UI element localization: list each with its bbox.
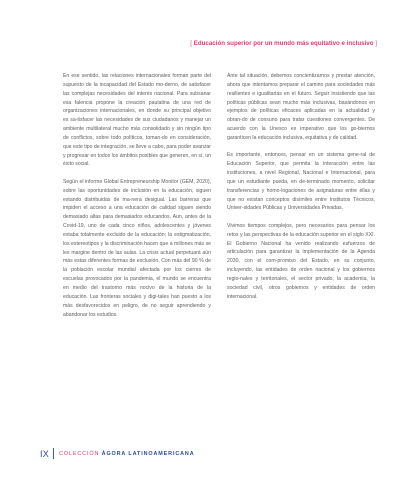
collection-prefix: COLECCIÓN (59, 450, 102, 457)
right-column (227, 72, 375, 310)
page-footer (40, 448, 195, 459)
right-paragraph-3: Vivimos tiempos complejos, pero necesarios para pensar los retos y las perspectivas de la educación superior en el siglo XXI. El Gobierno Nacional ha venido realizando esfuerzos de articulación para garantizar la implementación de la Agenda 2030, con el com-promiso del Estado, en su conjunto, incluyendo, las entidades de orden nacional y los gobiernos regio-nales y territoriales, el sector privado, la academia, la sociedad civil, otros gobiernos y entidades de orden internacional. (227, 222, 375, 300)
footer-divider (53, 448, 54, 459)
header-close-bracket: ] (375, 40, 377, 47)
left-paragraph-1: En ese sentido, las relaciones internacionales forman parte del supuesto de la incapacidad del Estado mo-derno, de satisfacer las complejas necesidades del interés nacional. Para subsanar esa falencia propone la creación paulatina de una red de organizaciones internacionales, en donde su principal objetivo es sa-tisfacer las necesidades de sus ciudadanos y manejar un ambiente multilateral mucho más consolidado y sin ningún tipo de conflictos, sobre todo políticos, toman-do en consideración, que este tipo de integración, se lleve a cabo, para poder avanzar y progresar en todos los ámbitos posibles que generen, en sí, un éxito social. (63, 73, 211, 168)
page-number: IX (40, 448, 50, 459)
collection-label (59, 451, 194, 457)
left-column (63, 72, 211, 328)
right-paragraph-1: Ante tal situación, debemos concientizarnos y prestar atención, ahora que intentamos preparar el camino para sociedades más resilientes e igualitarias en el futuro. Seguir insistiendo que las políticas públicas sean mucho más inclusivas, basándonos en ejemplos de políticas eficaces aplicadas en la actualidad y obran-do de consuno para tratar cuestiones convergentes. De acuerdo con la Unesco es imperativo que los go-biernos garanticen la educación inclusiva, equitativa y de calidad. (227, 73, 375, 141)
header-open-bracket: [ (190, 40, 192, 47)
collection-name: ÁGORA LATINOAMERICANA (101, 450, 195, 457)
header-title: Educación superior por un mundo más equitativo e inclusivo (193, 40, 374, 47)
left-paragraph-2: Según el informe Global Entrepreneurship Monitor (GEM, 2020), sobre las oportunidades de inclusión en la educación, siguen estando distribuidas de ma-nera desigual. Las barreras que impiden el acceso a una educación de calidad siguen siendo demasiado altas para demasiados educandos. Aun, antes de la Covid-19, uno de cada cinco niños, adolescentes y jóvenes estaba totalmente excluido de la educación; la estigmatización, los estereotipos y la discriminación hacen que a millones más se les margine dentro de las aulas. La crisis actual perpetuará aún más estas diferentes formas de exclusión. Con más del 90 % de la población escolar mundial afectada por los cierres de escuelas provocados por la pandemia, el mundo se encuentra en medio del trastorno más nocivo de la historia de la educación. Las fronteras sociales y digi-tales han puesto a los más desfavorecidos en peligro, de no seguir aprendiendo y abandonar los estudios. (63, 178, 211, 318)
right-paragraph-2: Es importante, entonces, pensar en un sistema gene-ral de Educación Superior, que permita la interacción entre las instituciones, a nivel Regional, Nacional e Internacional, para que un estudiante pueda, en de-terminado momento, solicitar transferencias y homo-logaciones de asignaturas entre ellas y que no existan conceptos disímiles entre Institutos Técnicos, Univer-sidades Públicas y Universidades Privadas. (227, 152, 375, 212)
running-header (190, 40, 377, 47)
